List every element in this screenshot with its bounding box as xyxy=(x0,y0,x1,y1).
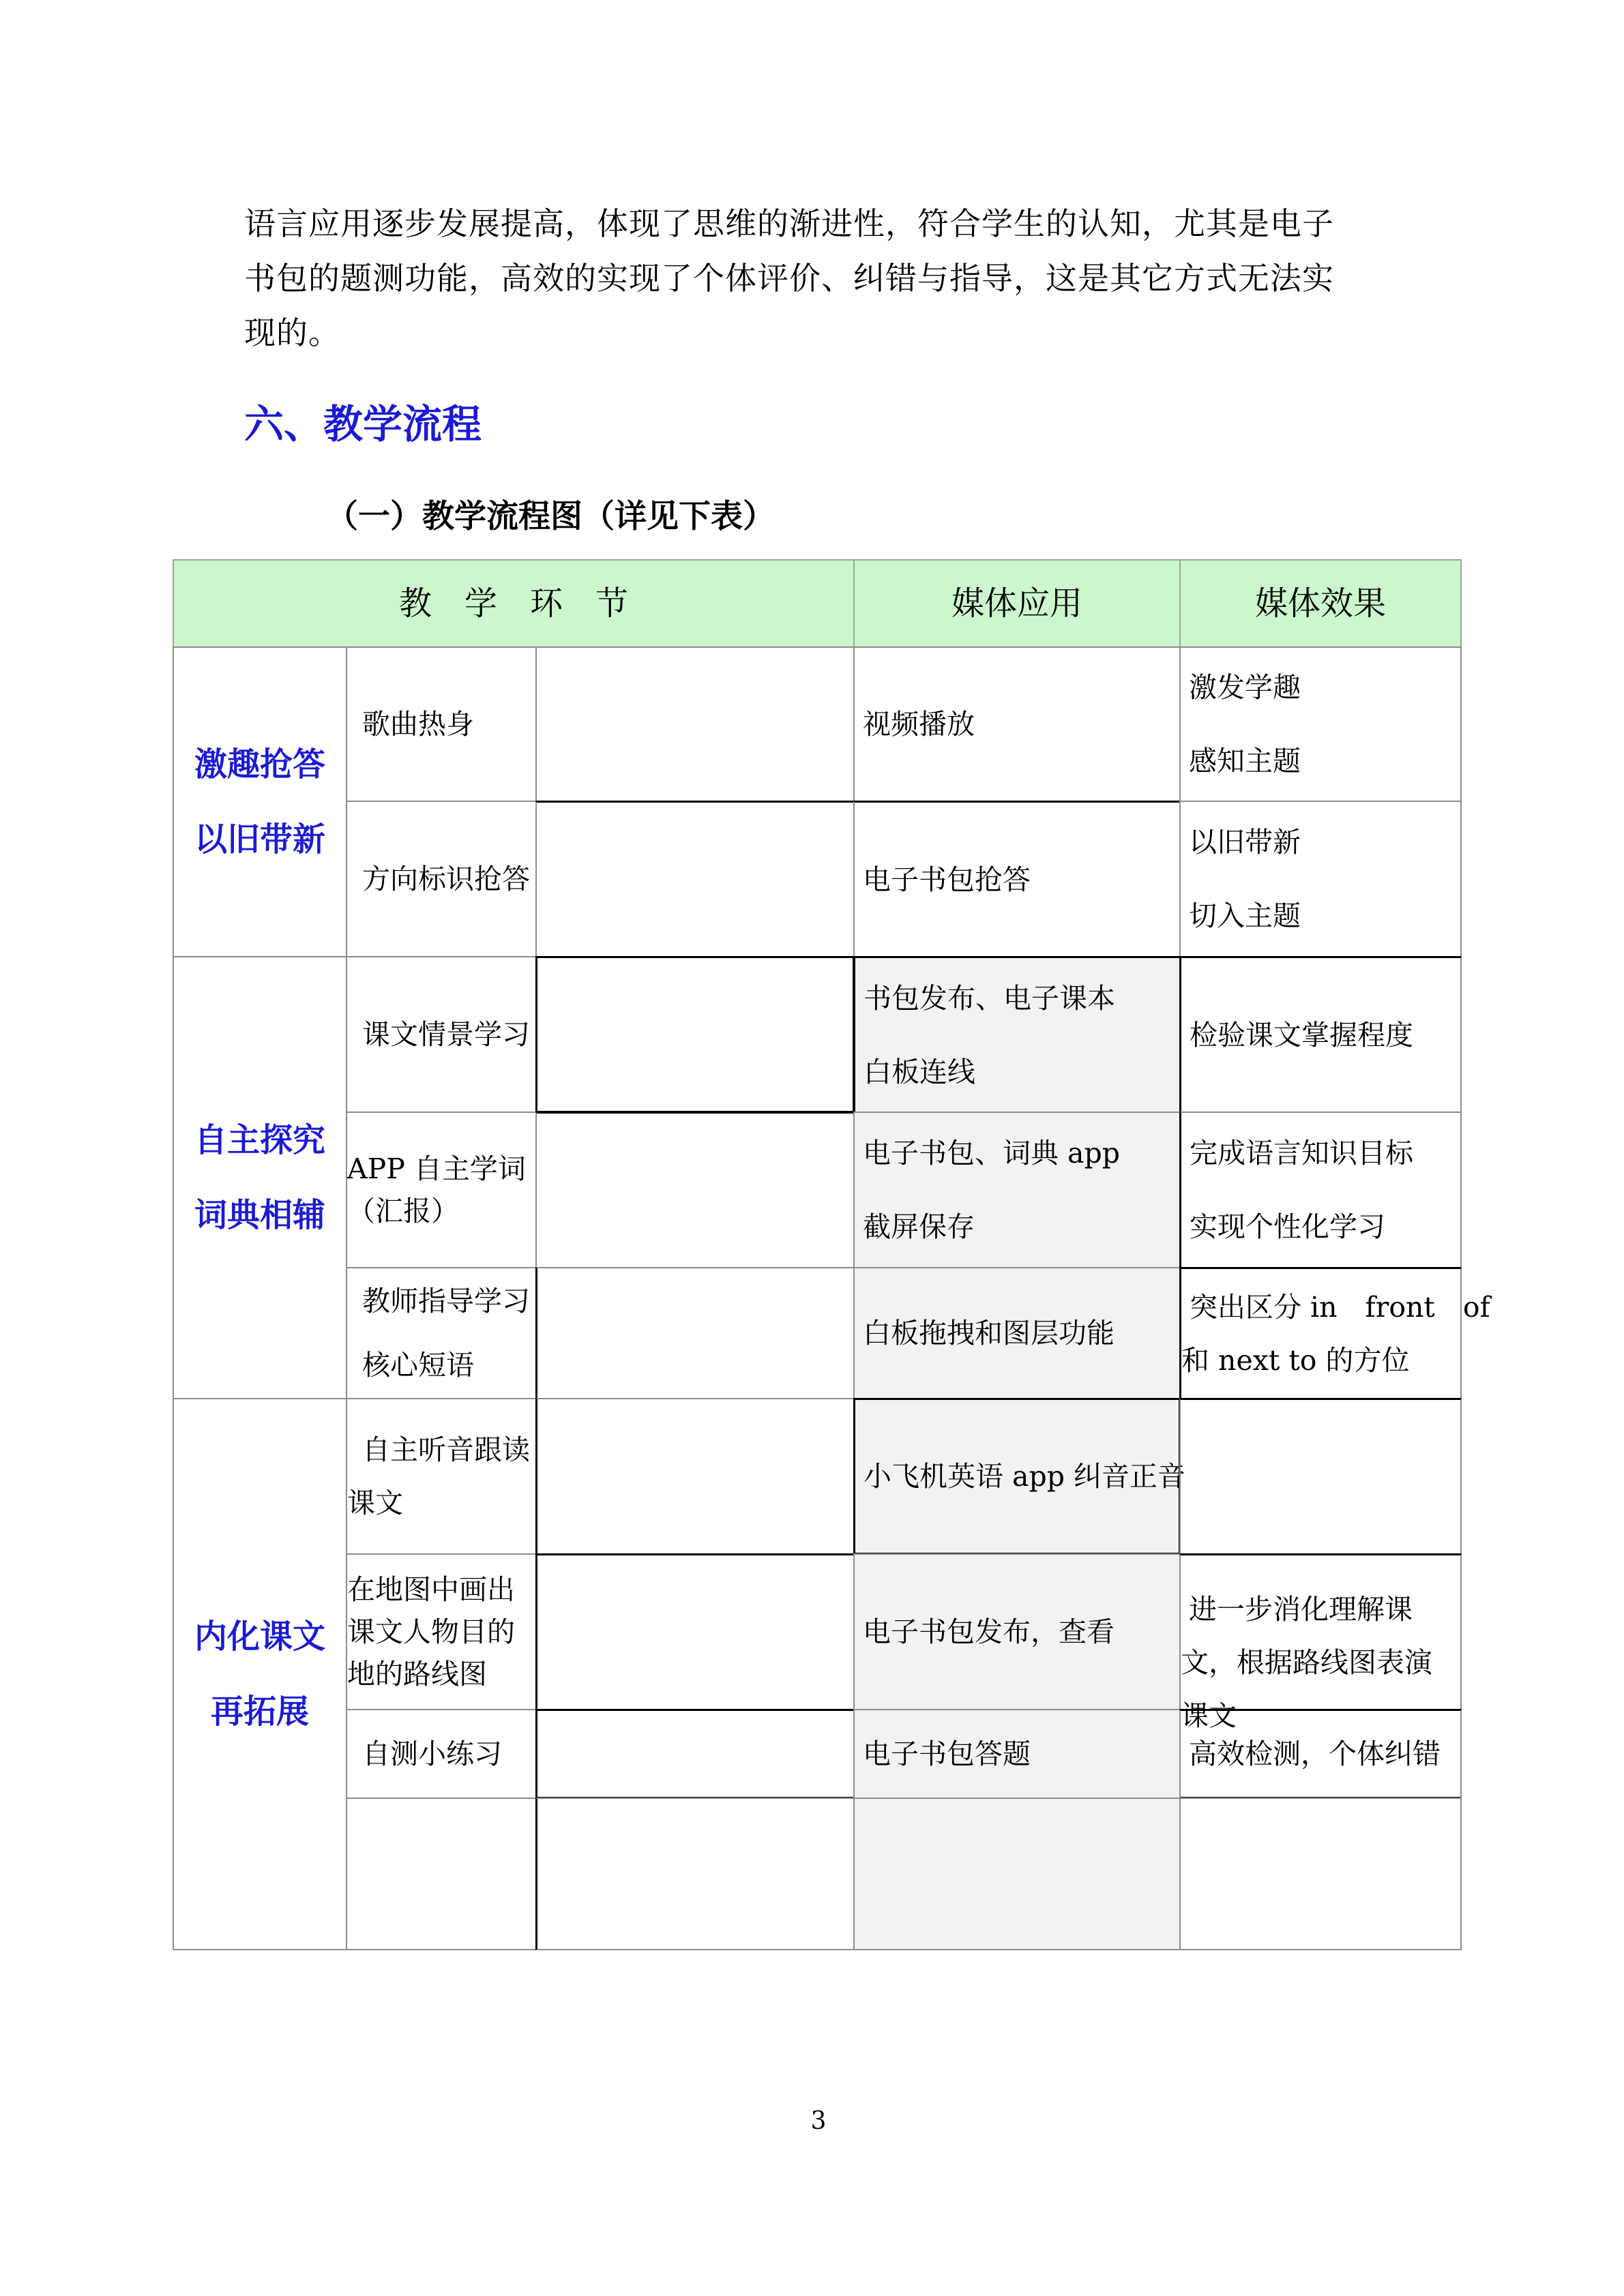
media-text: 视频播放 xyxy=(863,708,975,741)
group-label-line: 词典相辅 xyxy=(194,1196,325,1234)
activity-cell xyxy=(346,1267,537,1399)
effect-text: 切入主题 xyxy=(1189,899,1301,932)
effect-cell xyxy=(1179,1112,1462,1268)
intro-line: 书包的题测功能，高效的实现了个体评价、纠错与指导，这是其它方式无法实 xyxy=(244,260,1334,297)
empty-cell xyxy=(1179,1798,1462,1950)
empty-cell xyxy=(853,1798,1181,1950)
activity-text: 自测小练习 xyxy=(362,1738,502,1770)
activity-cell xyxy=(346,1398,537,1555)
blank-cell xyxy=(535,956,855,1113)
blank-cell xyxy=(535,1112,855,1268)
media-cell xyxy=(853,646,1181,802)
effect-text: 突出区分 in front of xyxy=(1190,1290,1490,1324)
effect-text: 以旧带新 xyxy=(1189,826,1301,859)
effect-cell xyxy=(1179,1267,1490,1399)
effect-text: 完成语言知识目标 xyxy=(1190,1137,1413,1169)
activity-text: 课文人物目的 xyxy=(347,1615,515,1648)
group-label xyxy=(173,1398,347,1950)
media-text: 电子书包、词典 app xyxy=(863,1137,1120,1169)
blank-cell xyxy=(535,1553,855,1710)
effect-text: 文，根据路线图表演 xyxy=(1181,1646,1432,1679)
intro-paragraph xyxy=(244,196,1363,360)
activity-text: 核心短语 xyxy=(362,1349,474,1382)
empty-cell xyxy=(535,1798,855,1950)
activity-text: 歌曲热身 xyxy=(362,708,474,741)
blank-cell xyxy=(535,1267,855,1399)
effect-cell xyxy=(1179,956,1462,1113)
effect-text: 激发学趣 xyxy=(1189,671,1301,704)
group-label-line: 内化课文 xyxy=(194,1617,325,1656)
section-subheading: （一）教学流程图（详见下表） xyxy=(326,498,775,535)
media-cell xyxy=(853,1112,1181,1268)
activity-cell xyxy=(346,1709,537,1799)
effect-cell xyxy=(1179,1709,1462,1799)
effect-cell xyxy=(1179,1398,1462,1555)
media-text: 电子书包抢答 xyxy=(863,863,1031,896)
activity-text: 在地图中画出 xyxy=(347,1573,515,1606)
group-label xyxy=(173,646,347,957)
activity-text: 课文 xyxy=(347,1487,403,1519)
header-stage: 教 学 环 节 xyxy=(173,559,855,648)
activity-text: 方向标识抢答 xyxy=(362,863,530,895)
teaching-flow-table xyxy=(173,559,1490,1950)
media-cell xyxy=(853,1398,1185,1555)
effect-text: 进一步消化理解课 xyxy=(1189,1593,1413,1626)
activity-text: 教师指导学习 xyxy=(362,1285,530,1317)
blank-cell xyxy=(535,1398,855,1555)
effect-cell xyxy=(1179,801,1462,957)
activity-cell xyxy=(346,1112,537,1268)
activity-cell xyxy=(346,956,537,1113)
activity-text: （汇报） xyxy=(347,1195,459,1227)
intro-line: 语言应用逐步发展提高，体现了思维的渐进性，符合学生的认知，尤其是电子 xyxy=(244,205,1334,242)
media-text: 白板连线 xyxy=(863,1055,975,1088)
media-text: 电子书包发布，查看 xyxy=(863,1615,1114,1648)
media-text: 小飞机英语 app 纠音正音 xyxy=(863,1460,1185,1493)
media-cell xyxy=(853,801,1181,957)
effect-text: 和 next to 的方位 xyxy=(1181,1343,1410,1377)
section-heading: 六、教学流程 xyxy=(244,401,482,447)
media-text: 书包发布、电子课本 xyxy=(863,981,1115,1015)
media-cell xyxy=(853,956,1181,1113)
effect-cell xyxy=(1179,646,1462,802)
media-text: 截屏保存 xyxy=(863,1210,975,1243)
group-label-line: 自主探究 xyxy=(194,1121,325,1159)
media-text: 电子书包答题 xyxy=(863,1738,1031,1770)
media-cell xyxy=(853,1267,1181,1399)
blank-cell xyxy=(535,801,855,957)
effect-cell xyxy=(1179,1553,1462,1732)
media-text: 白板拖拽和图层功能 xyxy=(863,1317,1114,1350)
effect-text: 课文 xyxy=(1181,1699,1237,1732)
empty-cell xyxy=(346,1798,537,1950)
activity-text: 自主听音跟读 xyxy=(362,1433,530,1466)
media-cell xyxy=(853,1553,1181,1710)
header-effect: 媒体效果 xyxy=(1179,559,1462,648)
media-cell xyxy=(853,1709,1181,1799)
group-label-line: 以旧带新 xyxy=(194,820,325,859)
group-label-line: 再拓展 xyxy=(210,1693,309,1731)
activity-cell xyxy=(346,1553,537,1710)
effect-text: 检验课文掌握程度 xyxy=(1190,1018,1413,1052)
header-media: 媒体应用 xyxy=(853,559,1181,648)
activity-text: 地的路线图 xyxy=(347,1658,487,1690)
activity-cell xyxy=(346,801,537,957)
activity-cell xyxy=(346,646,537,802)
blank-cell xyxy=(535,646,855,802)
group-label-line: 激趣抢答 xyxy=(194,745,325,784)
effect-text: 实现个性化学习 xyxy=(1190,1210,1385,1243)
page-number: 3 xyxy=(810,2107,827,2135)
effect-text: 感知主题 xyxy=(1189,745,1301,777)
effect-text: 高效检测，个体纠错 xyxy=(1189,1738,1441,1770)
activity-text: APP 自主学词 xyxy=(347,1152,526,1185)
blank-cell xyxy=(535,1709,855,1799)
intro-line: 现的。 xyxy=(244,314,340,351)
activity-text: 课文情景学习 xyxy=(362,1018,530,1051)
group-label xyxy=(173,956,347,1399)
